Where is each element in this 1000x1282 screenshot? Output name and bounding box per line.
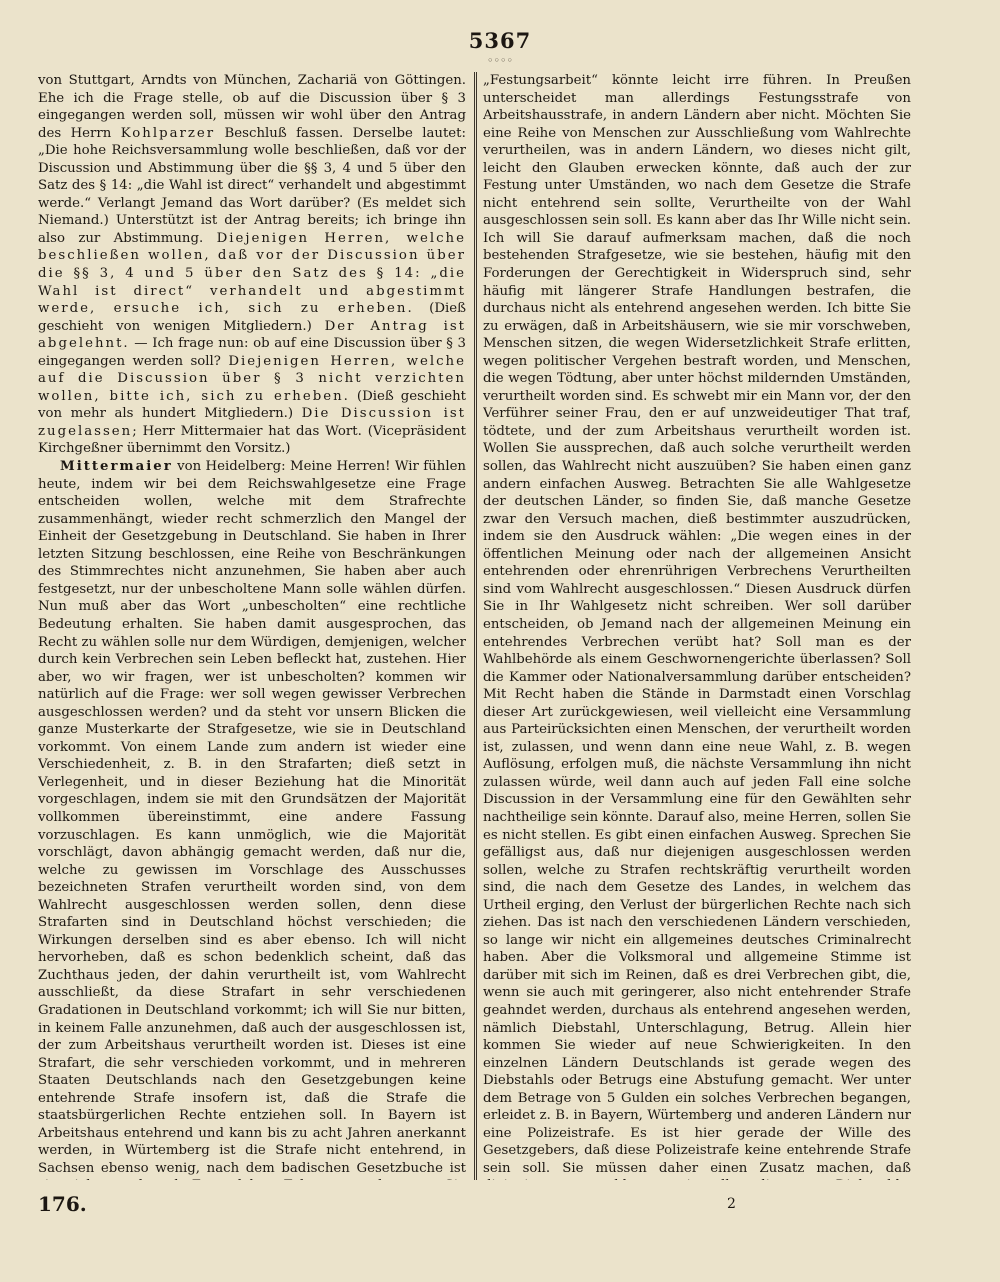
sheet-number: 176. [38, 1192, 87, 1216]
right-column [483, 72, 911, 1180]
text-run: (Dieß geschieht von mehr als hundert Mitgliedern.) [38, 388, 466, 422]
text-run: (Dieß geschieht von wenigen Mitgliedern.) [38, 301, 466, 334]
left-paragraph-1 [38, 72, 466, 458]
left-paragraph-2 [38, 458, 466, 1180]
text-run: Beschluß fassen. Derselbe lautet: „Die hohe Reichsversammlung wolle beschließen, daß vor der Discussion und Abstimmung über die §§ 3, 4 und 5 über den Satz des § 14: „die Wahl ist direct“ verhandelt und abgestimmt werde.“ Verlangt Jemand das Wort darüber? (Es meldet sich Niemand.) Unterstützt ist der Antrag bereits; ich bringe ihn also zur Abstimmung. [38, 125, 466, 246]
text-run: ; Herr Mittermaier hat das Wort. (Vicepräsident Kirchgeßner übernimmt den Vorsitz.) [38, 423, 466, 457]
speech-text: von Heidelberg: Meine Herren! Wir fühlen heute, indem wir bei dem Reichswahlgesetze eine Frage entscheiden wollen, welche mit dem Strafrechte zusammenhängt, wieder recht schmerzlich den Mangel der Einheit der Gesetzgebung in Deutschland. Sie haben in Ihrer letzten Sitzung beschlossen, eine Reihe von Beschränkungen des Stimmrechtes nicht anzunehmen, Sie haben aber auch festgesetzt, nur der unbescholtene Mann solle wählen dürfen. Nun muß aber das Wort „unbescholten“ eine rechtliche Bedeutung erhalten. Sie haben damit ausgesprochen, das Recht zu wählen solle nur dem Würdigen, demjenigen, welcher durch kein Verbrechen sein Leben befleckt hat, zustehen. Hier aber, wo wir fragen, wer ist unbescholten? kommen wir natürlich auf die Frage: wer soll wegen gewisser Verbrechen ausgeschlossen werden? und da steht vor unsern Blicken die ganze Musterkarte der Strafgesetze, wie sie in Deutschland vorkommt. Von einem Lande zum andern ist wieder eine Verschiedenheit, z. B. in den Strafarten; dieß setzt in Verlegenheit, und in dieser Beziehung hat die Minorität vorgeschlagen, indem sie mit den Grundsätzen der Majorität vollkommen übereinstimmt, eine andere Fassung vorzuschlagen. Es kann unmöglich, wie die Majorität vorschlägt, davon abhängig gemacht werden, daß nur die, welche zu gewissen im Vorschlage des Ausschusses bezeichneten Strafen verurtheilt worden sind, von dem Wahlrecht ausgeschlossen werden sollen, denn diese Strafarten sind in Deutschland höchst verschieden; die Wirkungen derselben sind es aber ebenso. Ich will nicht hervorheben, daß es schon bedenklich scheint, daß das Zuchthaus jeden, der dahin verurtheilt ist, vom Wahlrecht ausschließt, da diese Strafart in sehr verschiedenen Gradationen in Deutschland vorkommt; ich will Sie nur bitten, in keinem Falle anzunehmen, daß auch der ausgeschlossen ist, der zum Arbeitshaus verurtheilt worden ist. Dieses ist eine Strafart, die sehr verschieden vorkommt, und in mehreren Staaten Deutschlands nach den Gesetzgebungen keine entehrende Strafe insofern ist, daß die Strafe die staatsbürgerlichen Rechte entziehen soll. In Bayern ist Arbeitshaus entehrend und kann bis zu acht Jahren anerkannt werden, in Würtemberg ist die Strafe nicht entehrend, in Sachsen ebenso wenig, nach dem badischen Gesetzbuche ist [38, 459, 466, 1176]
signature-mark: 2 [727, 1196, 736, 1212]
motion-author-name: Kohlparzer [120, 125, 216, 141]
text-run: von Stuttgart, Arndts von München, Zachariä von Göttingen. Ehe ich die Frage stelle, ob auf die Discussion über § 3 eingegangen werden soll, müssen wir wohl über den Antrag des Herrn [38, 73, 466, 141]
vote-question: Diejenigen Herren, welche beschließen wollen, daß vor der Discussion über die §§ 3, 4 und 5 über den Satz des § 14: „die Wahl ist direct“ verhandelt und abgestimmt werde, ersuche ich, sich zu erheben. [38, 230, 466, 317]
vote-result: Die Discussion ist zugelassen [38, 406, 466, 439]
page-ornament: ◦◦◦◦ [487, 54, 513, 67]
text-run: — Ich frage nun: ob auf eine Discussion über § 3 eingegangen werden soll? [38, 336, 466, 369]
vote-result: Der Antrag ist abgelehnt. [38, 318, 466, 352]
speaker-name: Mittermaier [60, 459, 173, 475]
column-divider [474, 72, 477, 1180]
page-number: 5367 [468, 28, 532, 53]
vote-question: Diejenigen Herren, welche auf die Discussion über § 3 nicht verzichten wollen, bitte ich, sich zu erheben. [38, 353, 466, 404]
left-column [38, 72, 466, 1180]
right-paragraph-1: „Festungsarbeit“ könnte leicht irre führen. In Preußen unterscheidet man allerdings Festungsstrafe von Arbeitshausstrafe, in andern Ländern aber nicht. Möchten Sie eine Reihe von Menschen zur Ausschließung vom Wahlrechte verurtheilen, was in andern Ländern, wo dieses nicht gilt, leicht den Glauben erwecken könnte, daß auch der zur Festung unter Umständen, wo nach dem Gesetze die Strafe nicht entehrend sein sollte, Verurtheilte von der Wahl ausgeschlossen sein soll. Es kann aber das Ihr Wille nicht sein. Ich will Sie darauf aufmerksam machen, daß die noch bestehenden Strafgesetze, wie sie bestehen, häufig mit den Forderungen der Gerechtigkeit in Widerspruch sind, sehr häufig mit längerer Strafe Handlungen bestrafen, die durchaus nicht als entehrend angesehen werden. Ich bitte Sie zu erwägen, daß in Arbeitshäusern, wie sie mir vorschweben, Menschen sitzen, die wegen Widersetzlichkeit Strafe erlitten, wegen politischer Vergehen bestraft worden, und Menschen, die wegen Tödtung, aber unter höchst mildernden Umständen, verurtheilt worden sind. Es schwebt mir ein Mann vor, der den Verführer seiner Frau, den er auf unzweideutiger That traf, tödtete, und der zum Arbeitshaus verurtheilt worden ist. Wollen Sie aussprechen, daß auch solche verurtheilt werden sollen, das Wahlrecht nicht auszuüben? Sie haben einen ganz andern einfachen Ausweg. Betrachten Sie alle Wahlgesetze der deutschen Länder, so finden Sie, daß manche Gesetze zwar den Versuch machen, dieß bestimmter auszudrücken, indem sie den Ausdruck wählen: „Die wegen eines in der öffentlichen Meinung oder nach der allgemeinen Ansicht entehrenden oder ehrenrührigen Verbrechens Verurtheilten sind vom Wahlrecht ausgeschlossen.“ Diesen Ausdruck dürfen Sie in Ihr Wahlgesetz nicht schreiben. Wer soll darüber entscheiden, ob Jemand nach der allgemeinen Meinung ein entehrendes Verbrechen verübt hat? Soll man es der Wahlbehörde als einem Geschwornengerichte überlassen? Soll die Kammer oder Nationalversammlung darüber entscheiden? Mit Recht haben die Stände in Darmstadt einen Vorschlag dieser Art zurückgewiesen, weil vielleicht eine Versammlung aus Parteirücksichten einen Menschen, der verurtheilt worden ist, zulassen, und wenn dann eine neue Wahl, z. B. wegen Auflösung, erfolgen muß, die nächste Versammlung ihn nicht zulassen würde, weil dann auch auf jeden Fall eine solche Discussion in der Versammlung eine für den Gewählten sehr nachtheilige sein könnte. Darauf also, meine Herren, sollen Sie es nicht stellen. Es gibt einen einfachen Ausweg. Sprechen Sie gefälligst aus, daß nur diejenigen ausgeschlossen werden sollen, welche zu Strafen rechtskräftig verurtheilt worden sind, die nach dem Gesetze des Landes, in welchem das Urtheil erging, den Verlust der bürgerlichen Rechte nach sich ziehen. Das ist nach den verschiedenen Ländern verschieden, so lange wir nicht ein allgemeines deutsches Criminalrecht haben. Aber die Volksmoral und allgemeine Stimme ist darüber mit sich im Reinen, daß es drei Verbrechen gibt, die, wenn sie auch mit geringerer, also nicht entehrender Strafe geahndet werden, durchaus als entehrend angesehen werden, nämlich Diebstahl, Unterschlagung, Betrug. Allein hier kommen Sie wieder auf neue Schwierigkeiten. In den einzelnen Ländern Deutschlands ist gerade wegen des Diebstahls oder Betrugs eine Abstufung gemacht. Wer unter dem Betrage von 5 Gulden ein solches Verbrechen begangen, erleidet z. B. in Bayern, Würtemberg und anderen Ländern nur eine Polizeistrafe. Es ist hier gerade der Wille des Gesetzgebers, daß diese Polizeistrafe keine entehrende Strafe sein soll. Sie müssen daher einen Zusatz machen, daß [483, 73, 911, 1176]
